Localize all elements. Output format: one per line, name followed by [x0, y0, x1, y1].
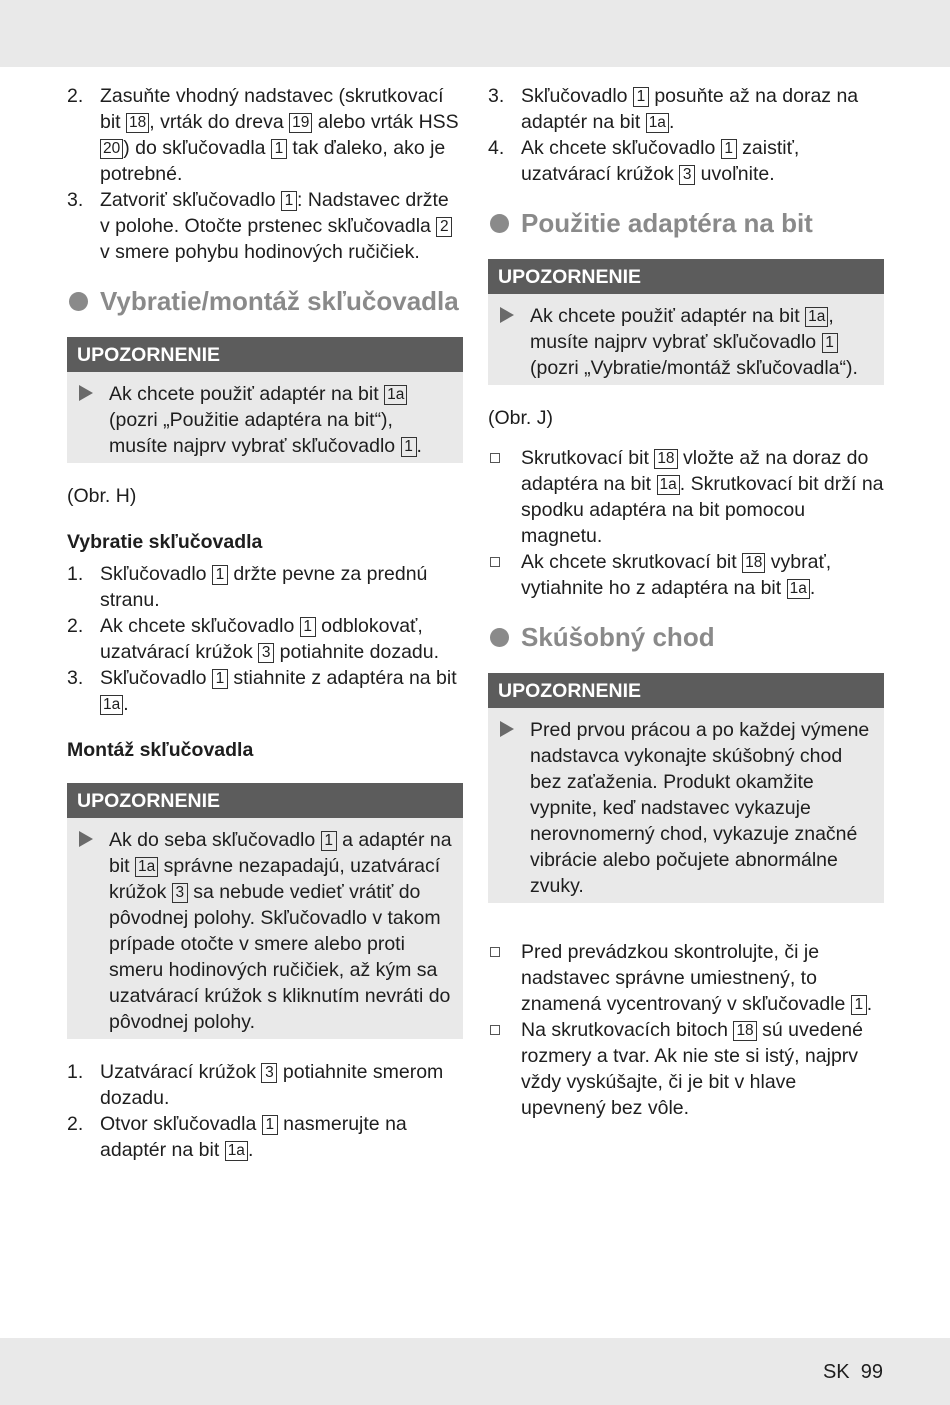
- warning-box: [67, 783, 463, 1039]
- warning-body: Ak do seba skľučovadlo 1 a adaptér na bit 1a správne nezapadajú, uzatvárací krúžok 3 sa nebude vedieť vrátiť do pôvodnej polohy. Skľučovadlo v takom prípade otočte v smere alebo proti smeru hodinových ručičiek, až kým sa uzatvárací krúžok s kliknutím nevráti do pôvodnej polohy.: [67, 818, 463, 1039]
- part-ref: 1a: [225, 1141, 248, 1161]
- header-band: [0, 0, 950, 67]
- part-ref: 3: [258, 643, 274, 663]
- warning-title: UPOZORNENIE: [67, 783, 463, 818]
- step-item: 2. Otvor skľučovadla 1 nasmerujte na adaptér na bit 1a .: [67, 1113, 407, 1161]
- triangle-bullet-icon: [500, 721, 514, 737]
- left-column: [67, 83, 463, 1163]
- list-item: Pred prevádzkou skontrolujte, či je nadstavec správne umiestnený, to znamená vycentrovaný v skľučovadle 1 .: [488, 939, 884, 1017]
- page-footer: [823, 1359, 883, 1385]
- step-item: 2. Ak chcete skľučovadlo 1 odblokovať, uzatvárací krúžok 3 potiahnite dozadu.: [67, 615, 440, 663]
- step-item: 1. Uzatvárací krúžok 3 potiahnite smerom dozadu.: [67, 1061, 444, 1109]
- bullet-dot-icon: [490, 628, 509, 647]
- part-ref: 3: [261, 1063, 277, 1083]
- step-number: 1.: [67, 563, 84, 585]
- part-ref: 1: [633, 87, 649, 107]
- part-ref: 1: [281, 191, 297, 211]
- list-item: Skrutkovací bit 18 vložte až na doraz do adaptéra na bit 1a . Skrutkovací bit drží na spodku adaptéra na bit pomocou magnetu.: [488, 445, 884, 549]
- part-ref: 1: [212, 669, 228, 689]
- step-item: 3. Zatvoriť skľučovadlo 1 : Nadstavec držte v polohe. Otočte prstenec skľučovadla 2 v smere pohybu hodinových ručičiek.: [67, 187, 463, 265]
- bullet-dot-icon: [490, 214, 509, 233]
- warning-body: Pred prvou prácou a po každej výmene nadstavca vykonajte skúšobný chod bez zaťaženia. Produkt okamžite vypnite, keď nadstavec vykazuje nerovnomerný chod, vykazuje značné vibrácie alebo počujete abnormálne zvuky.: [488, 708, 884, 903]
- subheading: Vybratie skľučovadla: [67, 531, 263, 553]
- checkbox-bullet-icon: [490, 453, 500, 463]
- warning-title: UPOZORNENIE: [488, 673, 884, 708]
- part-ref: 20: [100, 139, 123, 159]
- step-number: 2.: [67, 615, 84, 637]
- part-ref: 1a: [805, 307, 828, 327]
- warning-title: UPOZORNENIE: [67, 337, 463, 372]
- part-ref: 18: [742, 553, 765, 573]
- part-ref: 1: [271, 139, 287, 159]
- part-ref: 1a: [657, 475, 680, 495]
- part-ref: 18: [733, 1021, 756, 1041]
- step-number: 3.: [67, 189, 84, 211]
- part-ref: 18: [654, 449, 677, 469]
- step-item: 1. Skľučovadlo 1 držte pevne za prednú stranu.: [67, 563, 428, 611]
- part-ref: 1: [212, 565, 228, 585]
- page-number: 99: [860, 1361, 883, 1383]
- step-item: 4. Ak chcete skľučovadlo 1 zaistiť, uzatvárací krúžok 3 uvoľnite.: [488, 137, 800, 185]
- bullet-dot-icon: [69, 292, 88, 311]
- step-item: 3. Skľučovadlo 1 posuňte až na doraz na adaptér na bit 1a .: [488, 85, 859, 133]
- section-heading: Vybratie/montáž skľučovadla: [67, 285, 463, 317]
- part-ref: 1a: [646, 113, 669, 133]
- part-ref: 1a: [384, 385, 407, 405]
- warning-body: Ak chcete použiť adaptér na bit 1a , musíte najprv vybrať skľučovadlo 1 (pozri „Vybratie/montáž skľučovadla“).: [488, 294, 884, 385]
- list-item: Ak chcete skrutkovací bit 18 vybrať, vytiahnite ho z adaptéra na bit 1a .: [488, 549, 884, 601]
- part-ref: 2: [436, 217, 452, 237]
- checkbox-bullet-icon: [490, 557, 500, 567]
- triangle-bullet-icon: [500, 307, 514, 323]
- part-ref: 1a: [135, 857, 158, 877]
- figure-ref: (Obr. H): [67, 485, 137, 507]
- checkbox-bullet-icon: [490, 1025, 500, 1035]
- language-code: SK: [822, 1361, 850, 1383]
- part-ref: 1: [262, 1115, 278, 1135]
- step-number: 3.: [488, 85, 505, 107]
- list-item: Na skrutkovacích bitoch 18 sú uvedené rozmery a tvar. Ak nie ste si istý, najprv vždy vyskúšajte, či je bit v hlave upevnený bez vôle.: [488, 1017, 884, 1121]
- triangle-bullet-icon: [79, 385, 93, 401]
- warning-box: [67, 337, 463, 463]
- triangle-bullet-icon: [79, 831, 93, 847]
- section-heading: Použitie adaptéra na bit: [488, 207, 884, 239]
- step-item: 2. Zasuňte vhodný nadstavec (skrutkovací bit 18 , vrták do dreva 19 alebo vrták HSS 20 ) do skľučovadla 1 tak ďaleko, ako je potrebné.: [67, 85, 459, 185]
- part-ref: 3: [172, 883, 188, 903]
- warning-body: Ak chcete použiť adaptér na bit 1a (pozri „Použitie adaptéra na bit“), musíte najprv vybrať skľučovadlo 1 .: [67, 372, 463, 463]
- right-column: [488, 83, 884, 1121]
- part-ref: 1: [822, 333, 838, 353]
- part-ref: 1: [300, 617, 316, 637]
- step-number: 2.: [67, 1113, 84, 1135]
- warning-title: UPOZORNENIE: [488, 259, 884, 294]
- section-heading: Skúšobný chod: [488, 621, 884, 653]
- part-ref: 1: [321, 831, 337, 851]
- warning-box: [488, 673, 884, 903]
- step-number: 2.: [67, 85, 84, 107]
- part-ref: 19: [289, 113, 312, 133]
- step-number: 3.: [67, 667, 84, 689]
- footer-band: [0, 1338, 950, 1405]
- part-ref: 1a: [100, 695, 123, 715]
- part-ref: 1: [401, 437, 417, 457]
- part-ref: 1: [721, 139, 737, 159]
- subheading: Montáž skľučovadla: [67, 739, 254, 761]
- part-ref: 1: [851, 995, 867, 1015]
- part-ref: 1a: [787, 579, 810, 599]
- part-ref: 18: [126, 113, 149, 133]
- figure-ref: (Obr. J): [488, 407, 554, 429]
- warning-box: [488, 259, 884, 385]
- step-item: 3. Skľučovadlo 1 stiahnite z adaptéra na bit 1a .: [67, 667, 457, 715]
- step-number: 1.: [67, 1061, 84, 1083]
- checkbox-bullet-icon: [490, 947, 500, 957]
- step-number: 4.: [488, 137, 505, 159]
- part-ref: 3: [679, 165, 695, 185]
